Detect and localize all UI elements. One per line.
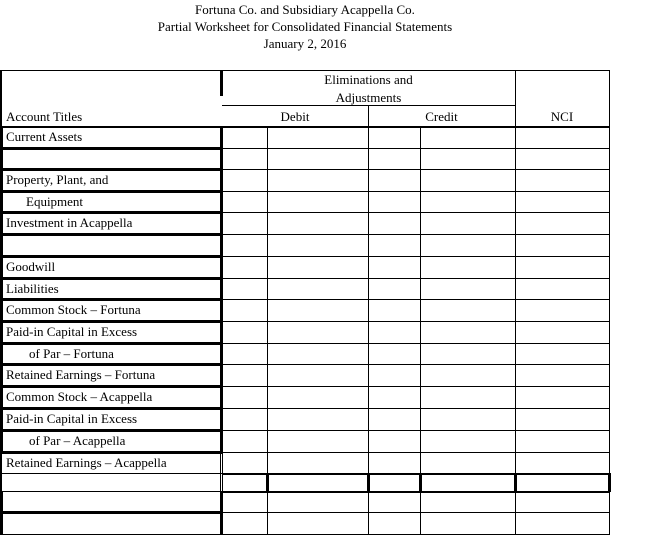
amount-column-rule [515,148,516,169]
title-cell-left-border [0,386,3,408]
amount-column-rule [368,126,369,148]
debit-credit-column-rule [368,105,369,126]
account-title-cell: Equipment [26,194,84,209]
amount-column-rule [368,256,369,278]
account-title-cell: Goodwill [6,259,56,274]
totals-top-rule [222,473,610,475]
title-cell-left-border [0,364,3,386]
company-title: Fortuna Co. and Subsidiary Acappella Co. [195,2,415,17]
eliminations-header-line1: Eliminations and [324,72,413,87]
credit-header: Credit [425,109,458,124]
amount-column-rule [515,364,516,386]
account-title-cell: Retained Earnings – Fortuna [6,367,156,382]
amount-column-rule [266,473,269,491]
amount-column-rule [267,364,268,386]
account-title-cell: Liabilities [6,281,59,296]
amount-column-rule [222,343,223,364]
amount-column-rule [267,386,268,408]
account-title-cell: Property, Plant, and [6,172,109,187]
amount-column-rule [515,169,516,191]
debit-header: Debit [280,109,310,124]
worksheet-row [0,191,610,212]
amount-column-rule [267,430,268,452]
worksheet-row [0,278,610,299]
amount-column-rule [420,386,421,408]
amount-column-rule [222,452,223,473]
amount-column-rule [222,212,223,234]
title-cell-left-border [0,430,3,452]
title-cell-left-border [0,408,3,430]
amount-column-rule [420,430,421,452]
worksheet-row [0,148,610,169]
title-cell-left-border [0,473,2,491]
worksheet-row [0,256,610,278]
amount-column-rule [368,386,369,408]
amount-column-rule [267,343,268,364]
amount-column-rule [420,299,421,321]
title-cell-left-border [0,512,3,534]
amount-column-rule [368,212,369,234]
amount-column-rule [515,491,516,512]
totals-right-rule [608,473,611,492]
title-cell-left-border [0,191,3,212]
titles-column-rule [220,70,223,96]
account-title-cell: of Par – Acappella [29,433,126,448]
title-cell-right-border [220,473,221,491]
amount-column-rule [267,169,268,191]
amount-column-rule [420,278,421,299]
amount-column-rule [419,473,422,491]
amount-column-rule [222,148,223,169]
amount-column-rule [420,343,421,364]
amount-column-rule [515,191,516,212]
amount-column-rule [368,234,369,256]
amount-column-rule [515,278,516,299]
amount-column-rule [515,212,516,234]
account-title-cell: Retained Earnings – Acappella [6,455,167,470]
amount-column-rule [420,191,421,212]
amount-column-rule [222,386,223,408]
account-titles-header: Account Titles [6,109,83,124]
amount-column-rule [514,473,517,491]
amount-column-rule [267,512,268,534]
amount-column-rule [368,430,369,452]
amount-column-rule [515,408,516,430]
account-title-cell: Investment in Acappella [6,215,133,230]
amount-column-rule [420,491,421,512]
title-cell-left-border [0,452,2,473]
row-bottom-rule-amounts [222,534,610,535]
worksheet-top-border [0,70,610,71]
title-cell-left-border [0,343,3,364]
title-cell-left-border [0,169,3,191]
title-cell-left-border [0,278,3,299]
worksheet-date: January 2, 2016 [263,36,347,51]
row-bottom-rule [0,534,222,535]
amount-column-rule [515,321,516,343]
amount-column-rule [420,364,421,386]
amount-column-rule [515,512,516,534]
nci-header: NCI [550,109,574,124]
title-cell-left-border [0,299,3,321]
amount-column-rule [368,169,369,191]
eliminations-header-line2: Adjustments [335,90,402,105]
worksheet-row [0,473,610,491]
title-cell-left-border [0,148,3,169]
worksheet-row [0,512,610,534]
amount-column-rule [267,452,268,473]
amount-column-rule [420,408,421,430]
amount-column-rule [267,299,268,321]
account-title-cell: Current Assets [6,129,83,144]
worksheet-row [0,126,610,148]
eliminations-right-rule [515,70,516,126]
amount-column-rule [267,191,268,212]
amount-column-rule [515,343,516,364]
title-cell-left-border [0,234,3,256]
amount-column-rule [267,234,268,256]
amount-column-rule [368,408,369,430]
title-cell-left-border [0,321,3,343]
title-cell-right-border [220,452,221,473]
amount-column-rule [222,126,223,148]
amount-column-rule [222,299,223,321]
amount-column-rule [420,169,421,191]
amount-column-rule [267,278,268,299]
title-cell-left-border [0,126,3,148]
amount-column-rule [515,386,516,408]
amount-column-rule [222,364,223,386]
amount-column-rule [368,148,369,169]
amount-column-rule [368,343,369,364]
title-cell-left-border [0,256,3,278]
worksheet-title: Partial Worksheet for Consolidated Financial Statements [157,19,453,34]
amount-column-rule [222,512,223,534]
worksheet-row [0,234,610,256]
amount-column-rule [515,299,516,321]
amount-column-rule [367,473,370,491]
amount-column-rule [368,191,369,212]
amount-column-rule [222,191,223,212]
amount-column-rule [222,473,223,491]
amount-column-rule [222,491,223,512]
amount-column-rule [267,491,268,512]
amount-column-rule [368,321,369,343]
amount-column-rule [222,408,223,430]
amount-column-rule [368,512,369,534]
amount-column-rule [222,234,223,256]
amount-column-rule [368,491,369,512]
account-title-cell: Common Stock – Fortuna [6,302,141,317]
amount-column-rule [420,126,421,148]
amount-column-rule [420,512,421,534]
amount-column-rule [420,452,421,473]
title-cell-left-border [0,491,3,512]
amount-column-rule [515,430,516,452]
amount-column-rule [267,148,268,169]
worksheet-row [0,491,610,512]
amount-column-rule [368,364,369,386]
amount-column-rule [222,169,223,191]
account-title-cell: Common Stock – Acappella [6,389,153,404]
amount-column-rule [515,234,516,256]
amount-column-rule [267,126,268,148]
amount-column-rule [368,452,369,473]
amount-column-rule [222,430,223,452]
amount-column-rule [368,299,369,321]
amount-column-rule [267,212,268,234]
amount-column-rule [420,212,421,234]
amount-column-rule [267,408,268,430]
amount-column-rule [267,256,268,278]
amount-column-rule [222,321,223,343]
amount-column-rule [420,148,421,169]
amount-column-rule [420,234,421,256]
account-title-cell: Paid-in Capital in Excess [6,324,138,339]
amount-column-rule [515,256,516,278]
amount-column-rule [515,452,516,473]
amount-column-rule [222,278,223,299]
amount-column-rule [515,126,516,148]
amount-column-rule [420,321,421,343]
amount-column-rule [368,278,369,299]
amount-column-rule [222,256,223,278]
amount-column-rule [420,256,421,278]
amount-column-rule [267,321,268,343]
account-title-cell: of Par – Fortuna [29,346,114,361]
title-cell-left-border [0,212,3,234]
account-title-cell: Paid-in Capital in Excess [6,411,138,426]
